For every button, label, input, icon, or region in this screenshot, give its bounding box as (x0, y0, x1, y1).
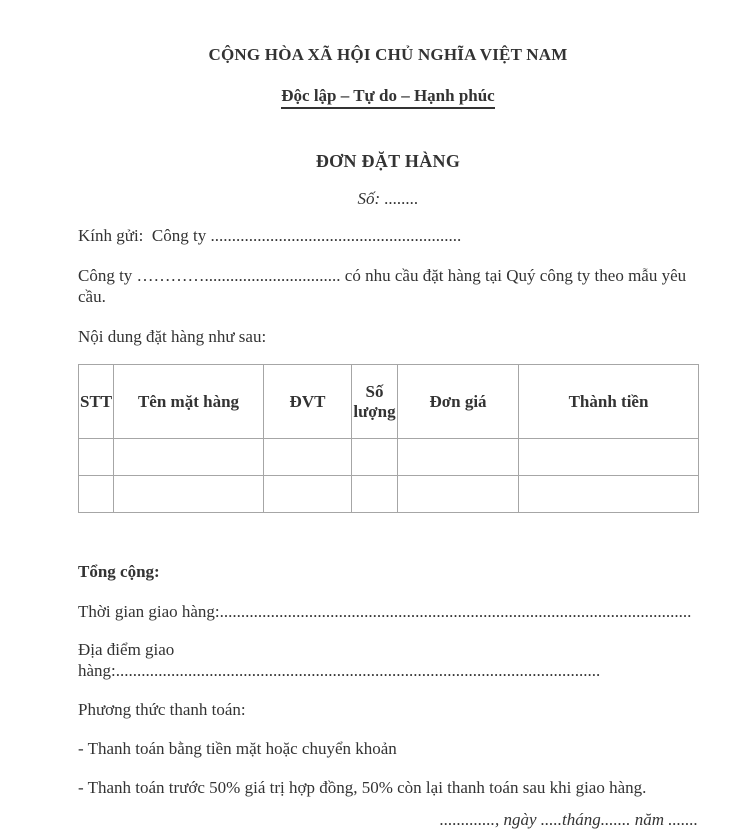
table-cell (264, 439, 352, 476)
table-cell (264, 476, 352, 513)
document-number-line: Số: ........ (357, 189, 419, 208)
header-don-gia: Đơn giá (398, 365, 519, 439)
delivery-time-line: Thời gian giao hàng:............................................................................................................... (78, 602, 692, 621)
order-table-header (79, 365, 699, 439)
table-cell (79, 439, 114, 476)
table-cell (398, 439, 519, 476)
payment-term-advance: - Thanh toán trước 50% giá trị hợp đồng, 50% còn lại thanh toán sau khi giao hàng. (78, 778, 647, 797)
table-cell (114, 439, 264, 476)
delivery-place-line: Địa điểm giao hàng:.................................................................................................................. (78, 640, 601, 680)
header-ten-mat-hang: Tên mặt hàng (114, 365, 264, 439)
date-place-line: ............., ngày .....tháng....... năm ....... (439, 810, 698, 829)
order-form-document (78, 0, 698, 830)
header-thanh-tien: Thành tiền (519, 365, 699, 439)
order-table (78, 364, 699, 513)
table-cell (352, 439, 398, 476)
page-title: ĐƠN ĐẶT HÀNG (315, 151, 461, 171)
header-dvt: ĐVT (264, 365, 352, 439)
table-cell (519, 476, 699, 513)
table-header-row (79, 365, 699, 439)
payment-method-label: Phương thức thanh toán: (78, 700, 246, 719)
greeting-line: Kính gửi: Công ty ........................................................... (78, 226, 462, 245)
table-cell (352, 476, 398, 513)
header-so-luong: Số lượng (352, 365, 398, 439)
header-stt: STT (79, 365, 114, 439)
national-motto: Độc lập – Tự do – Hạnh phúc (281, 85, 494, 109)
intro-line: Công ty …………................................ có nhu cầu đặt hàng tại Quý công ty theo mẫu yêu cầu. (78, 266, 691, 306)
content-intro-label: Nội dung đặt hàng như sau: (78, 327, 267, 346)
total-label: Tổng cộng: (78, 562, 160, 581)
national-motto-line (78, 85, 698, 109)
table-cell (114, 476, 264, 513)
table-cell (519, 439, 699, 476)
table-cell (79, 476, 114, 513)
table-row (79, 476, 699, 513)
table-row (79, 439, 699, 476)
order-table-body (79, 439, 699, 513)
payment-term-cash: - Thanh toán bằng tiền mặt hoặc chuyển khoản (78, 739, 397, 758)
national-header: CỘNG HÒA XÃ HỘI CHỦ NGHĨA VIỆT NAM (208, 45, 568, 64)
table-cell (398, 476, 519, 513)
